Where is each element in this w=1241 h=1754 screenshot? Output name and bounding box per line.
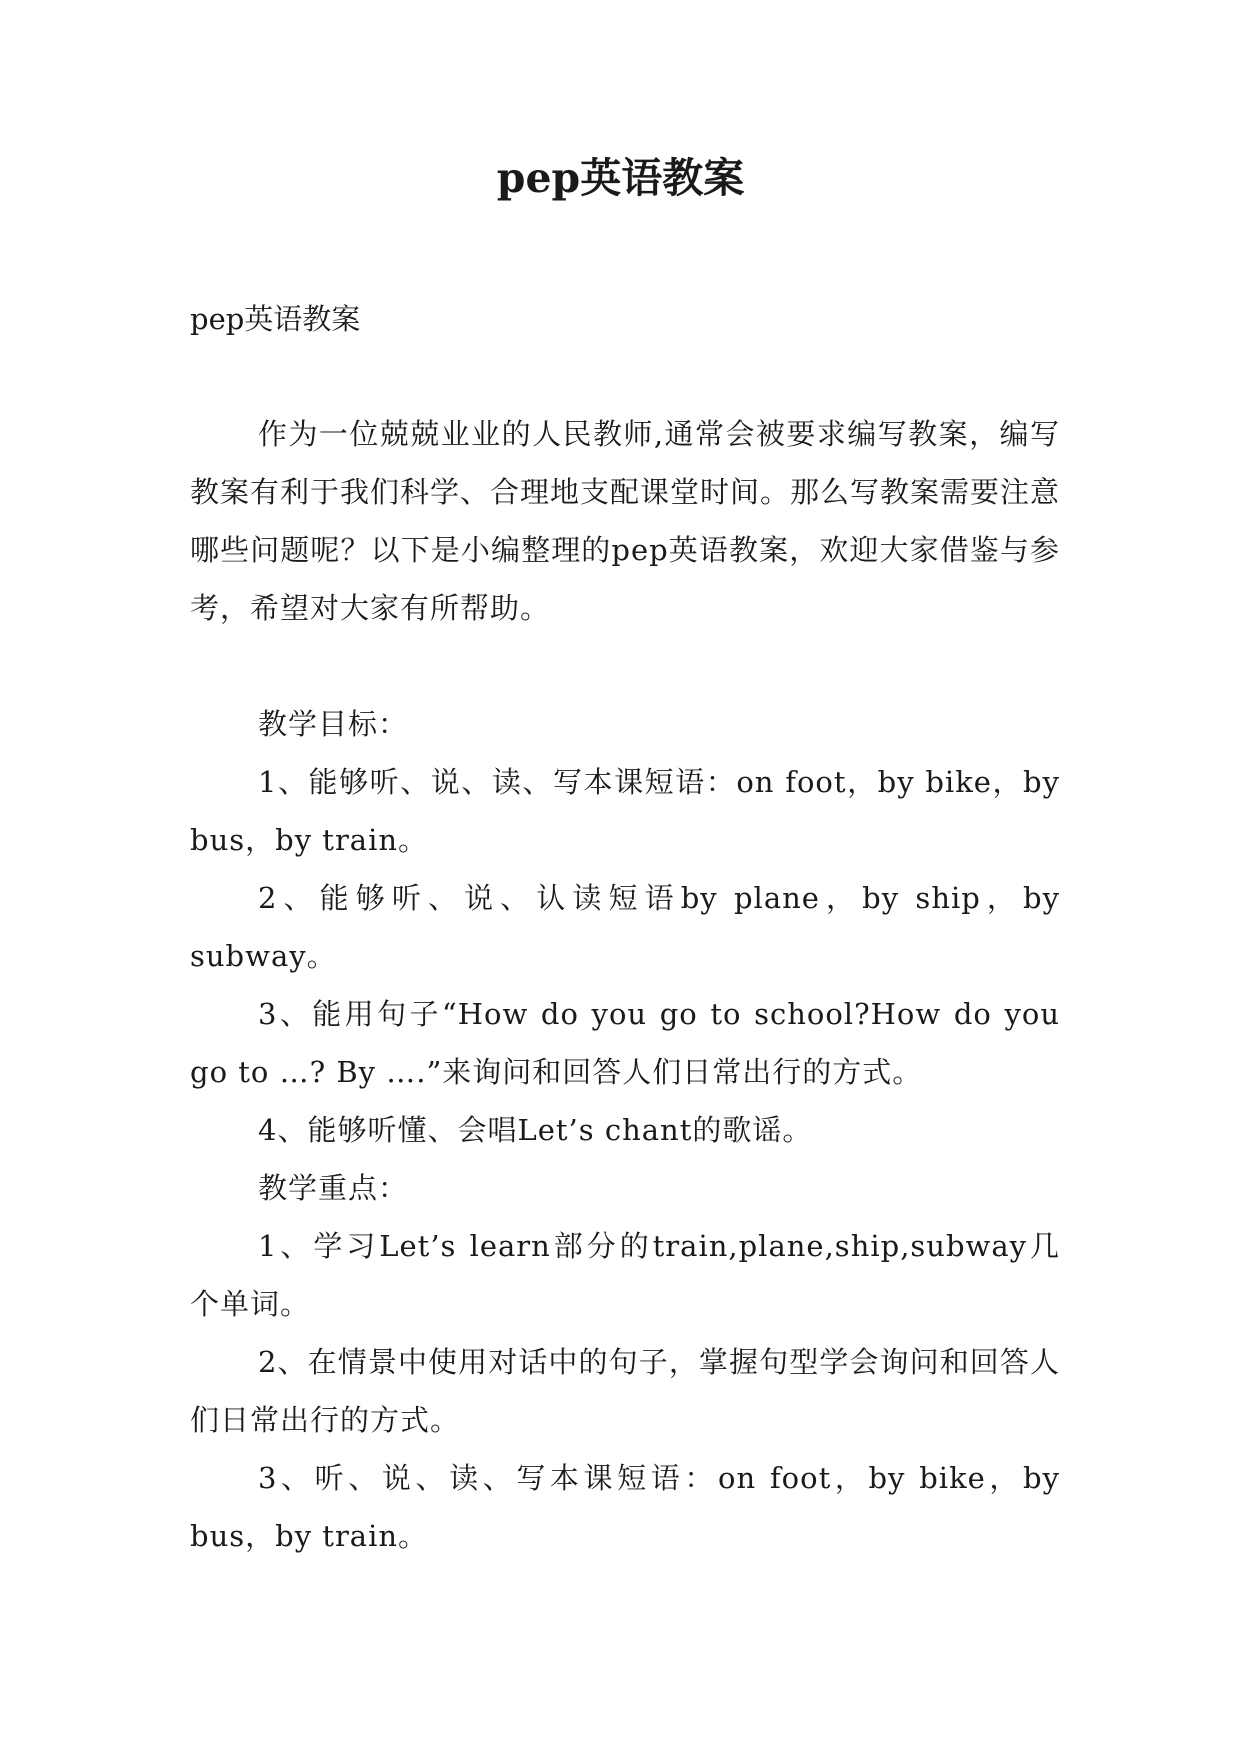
goal-item-4: 4、能够听懂、会唱Let’s chant的歌谣。: [258, 1113, 813, 1147]
intro-paragraph: [190, 405, 1060, 637]
focus-item-3: 3、听、说、读、写本课短语：on foot，by bike，by bus，by train。: [190, 1461, 1060, 1553]
intro-text: 作为一位兢兢业业的人民教师,通常会被要求编写教案，编写教案有利于我们科学、合理地支配课堂时间。那么写教案需要注意哪些问题呢？以下是小编整理的pep英语教案，欢迎大家借鉴与参考，希望对大家有所帮助。: [190, 417, 1061, 625]
focus-item-1: 1、学习Let’s learn部分的train,plane,ship,subway几个单词。: [190, 1229, 1060, 1321]
goal-item-2: 2、能够听、说、认读短语by plane，by ship，by subway。: [190, 881, 1060, 973]
goal-item-1: 1、能够听、说、读、写本课短语：on foot，by bike，by bus，by train。: [190, 765, 1060, 857]
document-title: pep英语教案: [496, 154, 745, 202]
teaching-focus-heading: 教学重点：: [258, 1171, 409, 1205]
lesson-content: [190, 695, 1060, 1565]
teaching-goals-heading: 教学目标：: [258, 707, 409, 741]
document-subtitle: pep英语教案: [190, 302, 361, 336]
focus-item-2: 2、在情景中使用对话中的句子，掌握句型学会询问和回答人们日常出行的方式。: [190, 1345, 1060, 1437]
goal-item-3: 3、能用句子“How do you go to school?How do you go to …? By ….”来询问和回答人们日常出行的方式。: [190, 997, 1060, 1089]
